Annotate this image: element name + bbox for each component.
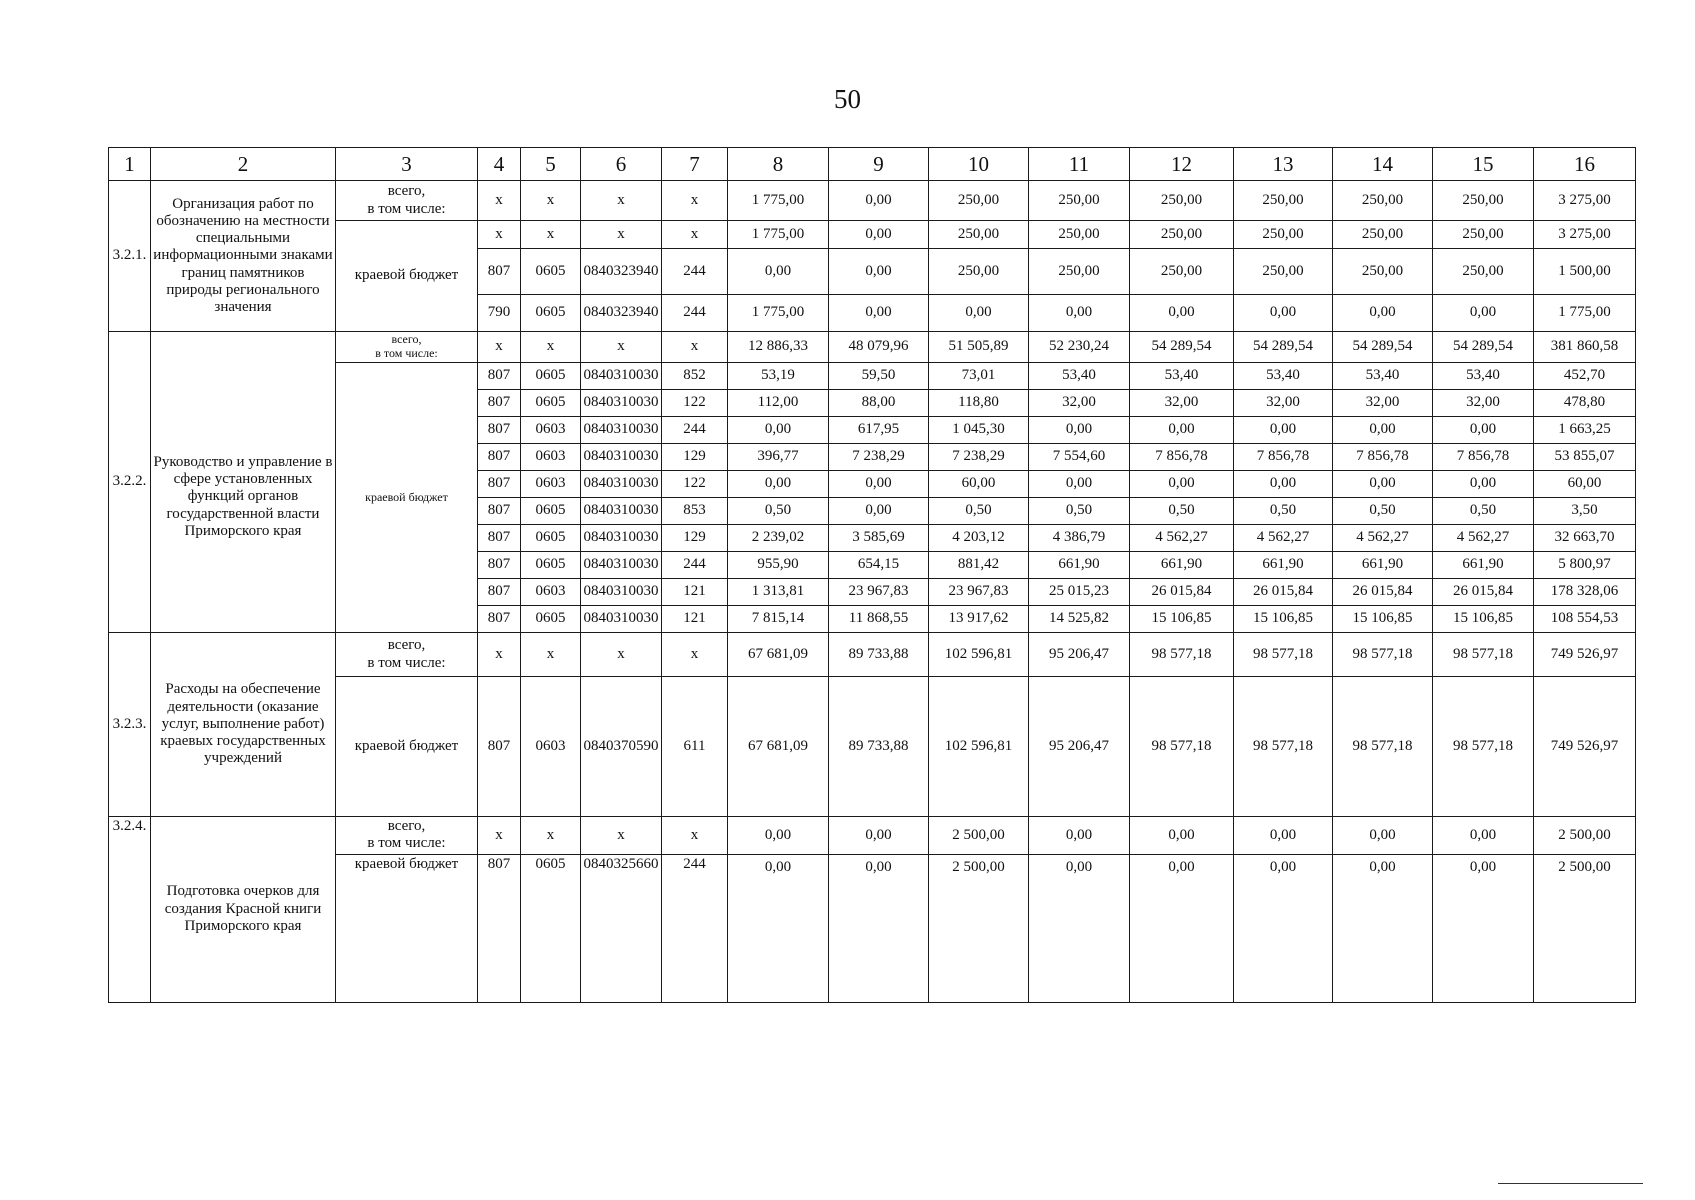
value-cell: 0,00 [728, 249, 829, 295]
code-c7: 122 [662, 390, 728, 417]
value-cell: 0,00 [1130, 471, 1234, 498]
header-cell-11: 11 [1029, 148, 1130, 181]
value-cell: 1 663,25 [1534, 417, 1636, 444]
value-cell: 0,00 [1234, 417, 1333, 444]
code-c4: x [478, 633, 521, 677]
code-c4: 807 [478, 471, 521, 498]
item-name-text: Руководство и управление в сфере установленных функций органов государственной власти Приморского края [153, 453, 333, 539]
value-cell: 4 562,27 [1433, 525, 1534, 552]
value-cell: 32,00 [1234, 390, 1333, 417]
header-cell-10: 10 [929, 148, 1029, 181]
code-c4: 807 [478, 363, 521, 390]
value-cell: 0,00 [1234, 817, 1333, 855]
funding-source: краевой бюджет [336, 221, 478, 332]
value-cell: 1 500,00 [1534, 249, 1636, 295]
code-c7: 611 [662, 677, 728, 817]
code-c5: 0605 [521, 498, 581, 525]
funding-source: всего, в том числе: [336, 332, 478, 363]
table-row [109, 854, 1636, 1002]
header-cell-5: 5 [521, 148, 581, 181]
header-cell-15: 15 [1433, 148, 1534, 181]
value-cell: 396,77 [728, 444, 829, 471]
signature-line [1498, 1183, 1643, 1184]
code-c4: 807 [478, 854, 521, 1002]
code-c5: x [521, 221, 581, 249]
value-cell: 26 015,84 [1433, 579, 1534, 606]
value-cell: 0,00 [1333, 817, 1433, 855]
header-cell-16: 16 [1534, 148, 1636, 181]
value-cell: 250,00 [1333, 249, 1433, 295]
funding-source: всего, в том числе: [336, 633, 478, 677]
header-cell-7: 7 [662, 148, 728, 181]
value-cell: 0,50 [1433, 498, 1534, 525]
value-cell: 51 505,89 [929, 332, 1029, 363]
value-cell: 478,80 [1534, 390, 1636, 417]
code-c5: 0605 [521, 854, 581, 1002]
value-cell: 250,00 [1029, 249, 1130, 295]
value-cell: 108 554,53 [1534, 606, 1636, 633]
value-cell: 7 856,78 [1130, 444, 1234, 471]
value-cell: 23 967,83 [829, 579, 929, 606]
value-cell: 661,90 [1234, 552, 1333, 579]
value-cell: 0,00 [1433, 417, 1534, 444]
value-cell: 12 886,33 [728, 332, 829, 363]
value-cell: 98 577,18 [1433, 633, 1534, 677]
code-c6: x [581, 221, 662, 249]
value-cell: 0,00 [1029, 854, 1130, 1002]
header-cell-14: 14 [1333, 148, 1433, 181]
value-cell: 250,00 [929, 221, 1029, 249]
value-cell: 0,00 [1333, 854, 1433, 1002]
header-cell-8: 8 [728, 148, 829, 181]
budget-table [108, 147, 1636, 1003]
code-c5: 0605 [521, 363, 581, 390]
item-number: 3.2.2. [109, 332, 151, 633]
value-cell: 53,19 [728, 363, 829, 390]
code-c4: 807 [478, 390, 521, 417]
code-c6: 0840323940 [581, 295, 662, 332]
item-name: Расходы на обеспечение деятельности (оказание услуг, выполнение работ) краевых государственных учреждений [151, 633, 336, 817]
value-cell: 749 526,97 [1534, 677, 1636, 817]
code-c7: x [662, 633, 728, 677]
value-cell: 53,40 [1029, 363, 1130, 390]
value-cell: 617,95 [829, 417, 929, 444]
value-cell: 32,00 [1333, 390, 1433, 417]
item-number: 3.2.1. [109, 181, 151, 332]
value-cell: 1 045,30 [929, 417, 1029, 444]
code-c4: x [478, 332, 521, 363]
value-cell: 0,00 [829, 221, 929, 249]
value-cell: 0,00 [1130, 295, 1234, 332]
value-cell: 32 663,70 [1534, 525, 1636, 552]
code-c4: 807 [478, 579, 521, 606]
value-cell: 3 275,00 [1534, 181, 1636, 221]
code-c7: 244 [662, 854, 728, 1002]
code-c6: 0840325660 [581, 854, 662, 1002]
value-cell: 2 500,00 [1534, 817, 1636, 855]
value-cell: 250,00 [1433, 221, 1534, 249]
code-c4: x [478, 181, 521, 221]
code-c7: x [662, 332, 728, 363]
header-cell-2: 2 [151, 148, 336, 181]
value-cell: 48 079,96 [829, 332, 929, 363]
value-cell: 0,50 [728, 498, 829, 525]
header-cell-1: 1 [109, 148, 151, 181]
code-c5: 0603 [521, 417, 581, 444]
value-cell: 4 562,27 [1234, 525, 1333, 552]
value-cell: 54 289,54 [1234, 332, 1333, 363]
value-cell: 0,50 [1029, 498, 1130, 525]
code-c4: 807 [478, 498, 521, 525]
value-cell: 0,00 [829, 498, 929, 525]
value-cell: 452,70 [1534, 363, 1636, 390]
code-c5: x [521, 633, 581, 677]
funding-source: всего, в том числе: [336, 817, 478, 855]
value-cell: 0,00 [1234, 295, 1333, 332]
code-c7: 244 [662, 295, 728, 332]
value-cell: 250,00 [1130, 221, 1234, 249]
code-c6: 0840370590 [581, 677, 662, 817]
code-c7: 129 [662, 444, 728, 471]
value-cell: 4 562,27 [1130, 525, 1234, 552]
value-cell: 5 800,97 [1534, 552, 1636, 579]
code-c6: 0840310030 [581, 579, 662, 606]
value-cell: 102 596,81 [929, 633, 1029, 677]
value-cell: 250,00 [1029, 181, 1130, 221]
table-row [109, 332, 1636, 363]
value-cell: 0,00 [1234, 471, 1333, 498]
table-row [109, 363, 1636, 390]
value-cell: 3 585,69 [829, 525, 929, 552]
value-cell: 53,40 [1234, 363, 1333, 390]
code-c5: 0603 [521, 677, 581, 817]
value-cell: 661,90 [1433, 552, 1534, 579]
value-cell: 0,00 [929, 295, 1029, 332]
value-cell: 661,90 [1130, 552, 1234, 579]
code-c4: x [478, 221, 521, 249]
value-cell: 7 238,29 [829, 444, 929, 471]
value-cell: 0,00 [1333, 417, 1433, 444]
value-cell: 98 577,18 [1130, 677, 1234, 817]
code-c7: 121 [662, 606, 728, 633]
code-c5: 0605 [521, 525, 581, 552]
code-c6: 0840310030 [581, 363, 662, 390]
code-c5: 0605 [521, 249, 581, 295]
value-cell: 250,00 [1029, 221, 1130, 249]
item-name [151, 332, 336, 633]
value-cell: 98 577,18 [1234, 633, 1333, 677]
value-cell: 25 015,23 [1029, 579, 1130, 606]
item-name: Организация работ по обозначению на местности специальными информационными знаками границ памятников природы регионального значения [151, 181, 336, 332]
value-cell: 0,50 [1234, 498, 1333, 525]
value-cell: 3,50 [1534, 498, 1636, 525]
code-c6: 0840323940 [581, 249, 662, 295]
code-c7: 244 [662, 552, 728, 579]
value-cell: 0,00 [1130, 817, 1234, 855]
value-cell: 0,00 [829, 249, 929, 295]
code-c6: 0840310030 [581, 471, 662, 498]
value-cell: 250,00 [1234, 181, 1333, 221]
code-c4: 807 [478, 417, 521, 444]
value-cell: 89 733,88 [829, 633, 929, 677]
value-cell: 0,00 [829, 854, 929, 1002]
code-c5: 0605 [521, 552, 581, 579]
code-c5: 0603 [521, 471, 581, 498]
code-c4: 807 [478, 525, 521, 552]
item-name: Подготовка очерков для создания Красной книги Приморского края [151, 817, 336, 1003]
code-c7: 853 [662, 498, 728, 525]
value-cell: 4 562,27 [1333, 525, 1433, 552]
code-c6: 0840310030 [581, 525, 662, 552]
value-cell: 749 526,97 [1534, 633, 1636, 677]
value-cell: 32,00 [1029, 390, 1130, 417]
code-c4: 807 [478, 606, 521, 633]
value-cell: 0,00 [728, 817, 829, 855]
value-cell: 250,00 [1433, 249, 1534, 295]
value-cell: 0,00 [1333, 471, 1433, 498]
value-cell: 88,00 [829, 390, 929, 417]
value-cell: 381 860,58 [1534, 332, 1636, 363]
item-number: 3.2.3. [109, 633, 151, 817]
value-cell: 654,15 [829, 552, 929, 579]
value-cell: 7 856,78 [1234, 444, 1333, 471]
value-cell: 178 328,06 [1534, 579, 1636, 606]
value-cell: 0,00 [1029, 295, 1130, 332]
code-c6: 0840310030 [581, 498, 662, 525]
value-cell: 250,00 [1333, 221, 1433, 249]
value-cell: 0,00 [728, 471, 829, 498]
value-cell: 250,00 [1433, 181, 1534, 221]
value-cell: 0,00 [1029, 817, 1130, 855]
value-cell: 7 856,78 [1333, 444, 1433, 471]
value-cell: 95 206,47 [1029, 677, 1130, 817]
code-c4: 807 [478, 677, 521, 817]
value-cell: 59,50 [829, 363, 929, 390]
value-cell: 0,50 [929, 498, 1029, 525]
value-cell: 1 775,00 [1534, 295, 1636, 332]
header-cell-6: 6 [581, 148, 662, 181]
value-cell: 0,00 [1130, 417, 1234, 444]
code-c6: x [581, 332, 662, 363]
code-c7: 121 [662, 579, 728, 606]
value-cell: 15 106,85 [1333, 606, 1433, 633]
code-c4: x [478, 817, 521, 855]
value-cell: 54 289,54 [1333, 332, 1433, 363]
value-cell: 661,90 [1029, 552, 1130, 579]
table-row [109, 633, 1636, 677]
value-cell: 95 206,47 [1029, 633, 1130, 677]
value-cell: 4 203,12 [929, 525, 1029, 552]
value-cell: 0,00 [1333, 295, 1433, 332]
table-row [109, 221, 1636, 249]
value-cell: 0,00 [1433, 817, 1534, 855]
code-c5: 0605 [521, 606, 581, 633]
value-cell: 98 577,18 [1333, 633, 1433, 677]
code-c5: 0603 [521, 579, 581, 606]
code-c7: 122 [662, 471, 728, 498]
value-cell: 2 500,00 [1534, 854, 1636, 1002]
header-cell-9: 9 [829, 148, 929, 181]
header-row [109, 148, 1636, 181]
value-cell: 73,01 [929, 363, 1029, 390]
code-c6: x [581, 633, 662, 677]
value-cell: 98 577,18 [1234, 677, 1333, 817]
value-cell: 98 577,18 [1333, 677, 1433, 817]
funding-source: всего, в том числе: [336, 181, 478, 221]
funding-source: краевой бюджет [336, 363, 478, 633]
code-c7: x [662, 817, 728, 855]
value-cell: 0,00 [1029, 471, 1130, 498]
value-cell: 0,50 [1333, 498, 1433, 525]
code-c5: 0605 [521, 295, 581, 332]
value-cell: 53 855,07 [1534, 444, 1636, 471]
value-cell: 881,42 [929, 552, 1029, 579]
value-cell: 250,00 [1234, 249, 1333, 295]
table-row [109, 817, 1636, 855]
code-c5: 0605 [521, 390, 581, 417]
funding-source: краевой бюджет [336, 854, 478, 1002]
value-cell: 118,80 [929, 390, 1029, 417]
value-cell: 98 577,18 [1433, 677, 1534, 817]
value-cell: 0,00 [829, 295, 929, 332]
value-cell: 26 015,84 [1333, 579, 1433, 606]
code-c5: 0603 [521, 444, 581, 471]
value-cell: 32,00 [1130, 390, 1234, 417]
value-cell: 15 106,85 [1433, 606, 1534, 633]
value-cell: 1 775,00 [728, 295, 829, 332]
value-cell: 1 775,00 [728, 221, 829, 249]
value-cell: 661,90 [1333, 552, 1433, 579]
value-cell: 7 554,60 [1029, 444, 1130, 471]
value-cell: 54 289,54 [1433, 332, 1534, 363]
code-c7: x [662, 221, 728, 249]
code-c5: x [521, 817, 581, 855]
code-c7: x [662, 181, 728, 221]
value-cell: 250,00 [1234, 221, 1333, 249]
value-cell: 250,00 [1130, 249, 1234, 295]
header-cell-12: 12 [1130, 148, 1234, 181]
value-cell: 3 275,00 [1534, 221, 1636, 249]
value-cell: 52 230,24 [1029, 332, 1130, 363]
code-c4: 807 [478, 249, 521, 295]
code-c7: 244 [662, 417, 728, 444]
funding-source: краевой бюджет [336, 677, 478, 817]
value-cell: 0,00 [1433, 471, 1534, 498]
code-c6: 0840310030 [581, 606, 662, 633]
value-cell: 32,00 [1433, 390, 1534, 417]
code-c4: 790 [478, 295, 521, 332]
value-cell: 53,40 [1130, 363, 1234, 390]
value-cell: 89 733,88 [829, 677, 929, 817]
value-cell: 54 289,54 [1130, 332, 1234, 363]
header-cell-13: 13 [1234, 148, 1333, 181]
value-cell: 0,00 [1433, 854, 1534, 1002]
value-cell: 0,00 [728, 854, 829, 1002]
value-cell: 67 681,09 [728, 677, 829, 817]
value-cell: 11 868,55 [829, 606, 929, 633]
value-cell: 7 238,29 [929, 444, 1029, 471]
header-cell-3: 3 [336, 148, 478, 181]
value-cell: 60,00 [1534, 471, 1636, 498]
value-cell: 26 015,84 [1234, 579, 1333, 606]
value-cell: 2 500,00 [929, 854, 1029, 1002]
value-cell: 53,40 [1433, 363, 1534, 390]
code-c5: x [521, 332, 581, 363]
value-cell: 0,00 [1433, 295, 1534, 332]
header-cell-4: 4 [478, 148, 521, 181]
code-c7: 244 [662, 249, 728, 295]
value-cell: 102 596,81 [929, 677, 1029, 817]
table-row [109, 677, 1636, 817]
value-cell: 60,00 [929, 471, 1029, 498]
code-c7: 852 [662, 363, 728, 390]
value-cell: 0,50 [1130, 498, 1234, 525]
value-cell: 250,00 [929, 249, 1029, 295]
code-c6: x [581, 181, 662, 221]
code-c6: x [581, 817, 662, 855]
value-cell: 250,00 [1333, 181, 1433, 221]
value-cell: 955,90 [728, 552, 829, 579]
value-cell: 0,00 [829, 817, 929, 855]
page-number: 50 [834, 84, 861, 114]
value-cell: 26 015,84 [1130, 579, 1234, 606]
code-c5: x [521, 181, 581, 221]
value-cell: 13 917,62 [929, 606, 1029, 633]
value-cell: 1 313,81 [728, 579, 829, 606]
code-c6: 0840310030 [581, 552, 662, 579]
value-cell: 98 577,18 [1130, 633, 1234, 677]
value-cell: 53,40 [1333, 363, 1433, 390]
value-cell: 250,00 [1130, 181, 1234, 221]
value-cell: 67 681,09 [728, 633, 829, 677]
value-cell: 14 525,82 [1029, 606, 1130, 633]
value-cell: 15 106,85 [1234, 606, 1333, 633]
value-cell: 0,00 [1029, 417, 1130, 444]
code-c6: 0840310030 [581, 444, 662, 471]
code-c6: 0840310030 [581, 417, 662, 444]
value-cell: 0,00 [1130, 854, 1234, 1002]
table-row [109, 181, 1636, 221]
value-cell: 112,00 [728, 390, 829, 417]
value-cell: 0,00 [1234, 854, 1333, 1002]
value-cell: 0,00 [829, 471, 929, 498]
value-cell: 4 386,79 [1029, 525, 1130, 552]
value-cell: 2 500,00 [929, 817, 1029, 855]
value-cell: 23 967,83 [929, 579, 1029, 606]
code-c4: 807 [478, 444, 521, 471]
value-cell: 1 775,00 [728, 181, 829, 221]
value-cell: 15 106,85 [1130, 606, 1234, 633]
code-c6: 0840310030 [581, 390, 662, 417]
value-cell: 7 856,78 [1433, 444, 1534, 471]
value-cell: 0,00 [728, 417, 829, 444]
value-cell: 7 815,14 [728, 606, 829, 633]
value-cell: 2 239,02 [728, 525, 829, 552]
value-cell: 250,00 [929, 181, 1029, 221]
code-c4: 807 [478, 552, 521, 579]
value-cell: 0,00 [829, 181, 929, 221]
item-number: 3.2.4. [109, 817, 151, 1003]
code-c7: 129 [662, 525, 728, 552]
